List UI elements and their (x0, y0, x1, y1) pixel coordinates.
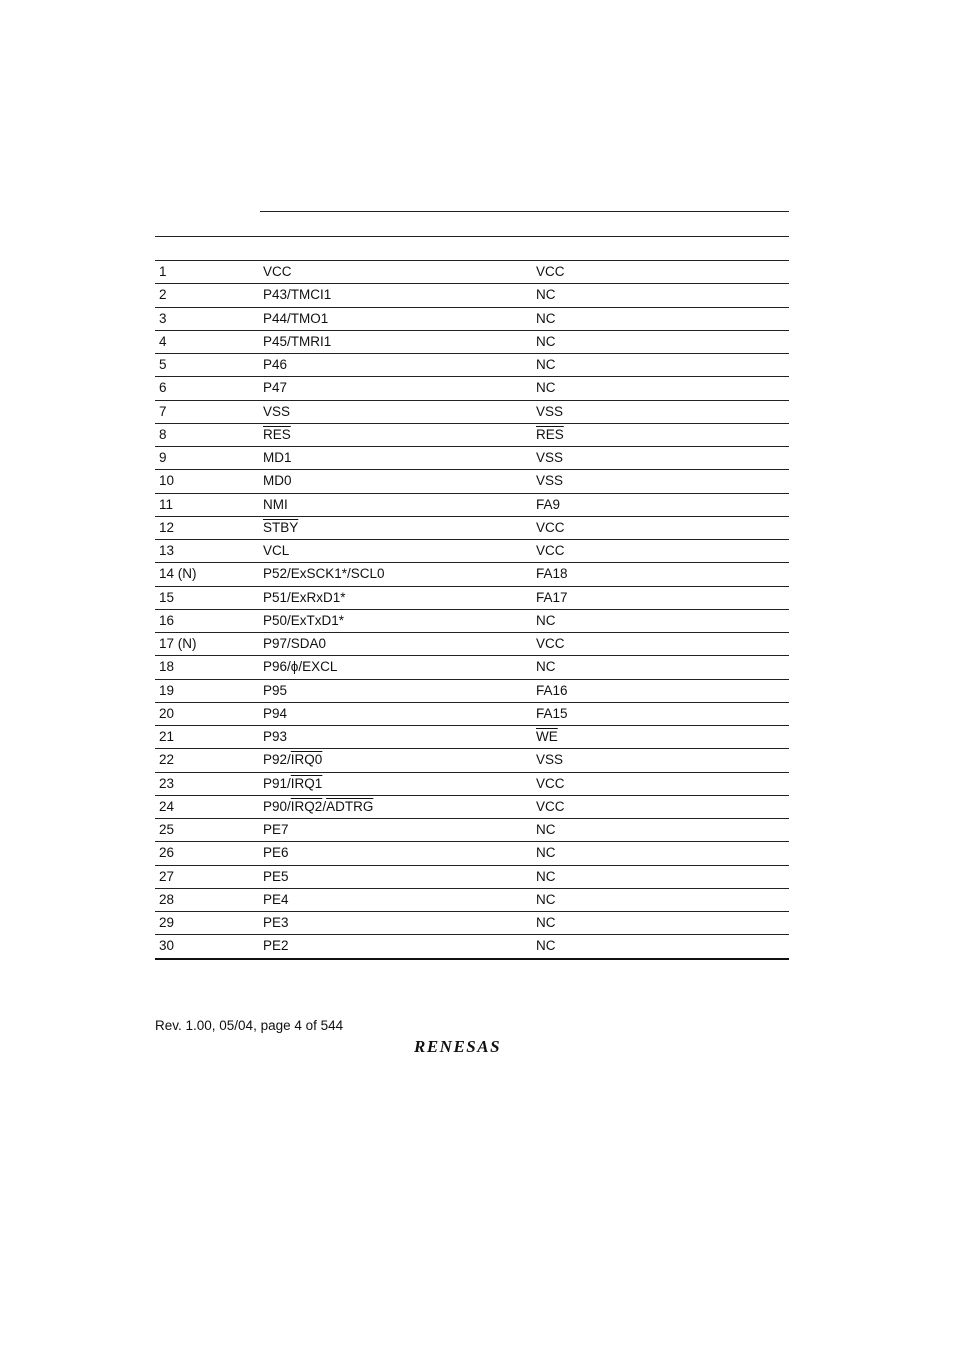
table-row (155, 726, 789, 749)
emulator-signal: VCC (536, 519, 565, 535)
emulator-signal: NC (536, 287, 556, 303)
table-row (155, 401, 789, 424)
pin-function: P92/IRQ0 (263, 752, 323, 768)
pin-number: 2 (159, 287, 167, 303)
emulator-signal: NC (536, 938, 556, 954)
table-row (155, 587, 789, 610)
pin-function: PE7 (263, 822, 289, 837)
table-row (155, 261, 789, 284)
pin-number: 25 (159, 822, 175, 837)
pin-number: 11 (159, 496, 174, 512)
pin-number: 21 (159, 729, 175, 744)
pin-number: 18 (159, 659, 175, 675)
emulator-signal: NC (536, 915, 556, 930)
pin-function: PE4 (263, 891, 289, 907)
emulator-signal: $\overline{RES}$ (536, 426, 564, 442)
emulator-signal: NC (536, 357, 556, 372)
table-row (155, 610, 789, 633)
table-row (155, 680, 789, 703)
table-row (155, 633, 789, 656)
pin-table (155, 260, 789, 960)
emulator-signal: $\overline{WE}$ (536, 729, 558, 744)
emulator-signal: NC (536, 659, 556, 675)
table-row (155, 866, 789, 889)
table-row (155, 494, 789, 517)
pin-function: P97/SDA0 (263, 636, 327, 651)
pin-function: P90/IRQ2/ADTRG (263, 798, 374, 814)
pin-number: 17 (N) (159, 636, 197, 651)
emulator-signal: VCC (536, 264, 565, 279)
pin-function: P50/ExTxD1* (263, 612, 345, 628)
pin-function: PE3 (263, 915, 289, 930)
table-row (155, 749, 789, 772)
emulator-signal: NC (536, 612, 556, 628)
pin-function: VCC (263, 264, 292, 279)
emulator-signal: FA15 (536, 705, 568, 721)
emulator-signal: VCC (536, 775, 565, 791)
pin-number: 3 (159, 310, 167, 326)
svg-text:RENESAS: RENESAS (414, 1037, 502, 1056)
pin-function: P96/ϕ/EXCL (263, 659, 338, 675)
pin-number: 4 (159, 333, 167, 349)
pin-number: 16 (159, 612, 175, 628)
emulator-signal: VSS (536, 473, 564, 489)
pin-number: 30 (159, 938, 175, 954)
renesas-logo (414, 1036, 534, 1056)
table-row (155, 889, 789, 912)
table-row (155, 912, 789, 935)
pin-function: P52/ExSCK1*/SCL0 (263, 566, 385, 582)
table-row (155, 819, 789, 842)
pin-number: 12 (159, 519, 175, 535)
pin-function: P94 (263, 705, 288, 721)
table-row (155, 540, 789, 563)
pin-number: 24 (159, 798, 175, 814)
pin-number: 8 (159, 426, 167, 442)
pin-number: 13 (159, 543, 175, 558)
header-rule-top (260, 211, 789, 212)
emulator-signal: FA18 (536, 566, 568, 582)
pin-function: MD1 (263, 450, 292, 465)
pin-function: P91/IRQ1 (263, 775, 323, 791)
pin-function: VCL (263, 543, 290, 558)
pin-number: 9 (159, 450, 167, 465)
table-row (155, 354, 789, 377)
pin-function: P95 (263, 682, 288, 698)
header-rule-mid (155, 236, 789, 237)
pin-function: PE6 (263, 845, 289, 861)
pin-function: P51/ExRxD1* (263, 589, 346, 605)
pin-function: P93 (263, 729, 288, 744)
table-row (155, 796, 789, 819)
pin-number: 15 (159, 589, 175, 605)
pin-function: $\overline{RES}$ (263, 426, 291, 442)
emulator-signal: VSS (536, 403, 564, 419)
pin-number: 6 (159, 380, 167, 396)
emulator-signal: FA16 (536, 682, 568, 698)
table-row (155, 308, 789, 331)
pin-number: 23 (159, 775, 175, 791)
table-row (155, 842, 789, 865)
pin-number: 22 (159, 752, 175, 768)
pin-function: VSS (263, 403, 291, 419)
pin-number: 26 (159, 845, 175, 861)
table-row (155, 447, 789, 470)
pin-function: P44/TMO1 (263, 310, 329, 326)
table-row (155, 563, 789, 586)
pin-number: 27 (159, 868, 175, 884)
emulator-signal: NC (536, 868, 556, 884)
pin-number: 7 (159, 403, 167, 419)
emulator-signal: VCC (536, 798, 565, 814)
table-row (155, 424, 789, 447)
pin-function: P45/TMRI1 (263, 333, 332, 349)
table-row (155, 377, 789, 400)
table-row (155, 284, 789, 307)
emulator-signal: NC (536, 310, 556, 326)
emulator-signal: FA17 (536, 589, 568, 605)
pin-function: PE5 (263, 868, 289, 884)
table-row (155, 773, 789, 796)
emulator-signal: FA9 (536, 496, 561, 512)
pin-number: 19 (159, 682, 175, 698)
pin-number: 29 (159, 915, 175, 930)
pin-function: P43/TMCI1 (263, 287, 332, 303)
table-row (155, 935, 789, 957)
pin-number: 14 (N) (159, 566, 197, 582)
pin-function: NMI (263, 496, 288, 512)
emulator-signal: VCC (536, 543, 565, 558)
pin-number: 10 (159, 473, 175, 489)
emulator-signal: NC (536, 333, 556, 349)
table-row (155, 470, 789, 493)
emulator-signal: NC (536, 822, 556, 837)
emulator-signal: NC (536, 380, 556, 396)
table-row (155, 656, 789, 679)
pin-number: 1 (159, 264, 167, 279)
emulator-signal: NC (536, 891, 556, 907)
pin-function: PE2 (263, 938, 289, 954)
pin-function: P47 (263, 380, 288, 396)
pin-number: 5 (159, 357, 167, 372)
emulator-signal: VCC (536, 636, 565, 651)
pin-number: 28 (159, 891, 175, 907)
table-row (155, 517, 789, 540)
table-row (155, 331, 789, 354)
table-row (155, 703, 789, 726)
emulator-signal: VSS (536, 752, 564, 768)
pin-function: MD0 (263, 473, 292, 489)
emulator-signal: VSS (536, 450, 564, 465)
page-footer: Rev. 1.00, 05/04, page 4 of 544 (155, 1018, 344, 1033)
pin-number: 20 (159, 705, 175, 721)
pin-function: P46 (263, 357, 288, 372)
emulator-signal: NC (536, 845, 556, 861)
pin-function: STBY (263, 519, 299, 535)
